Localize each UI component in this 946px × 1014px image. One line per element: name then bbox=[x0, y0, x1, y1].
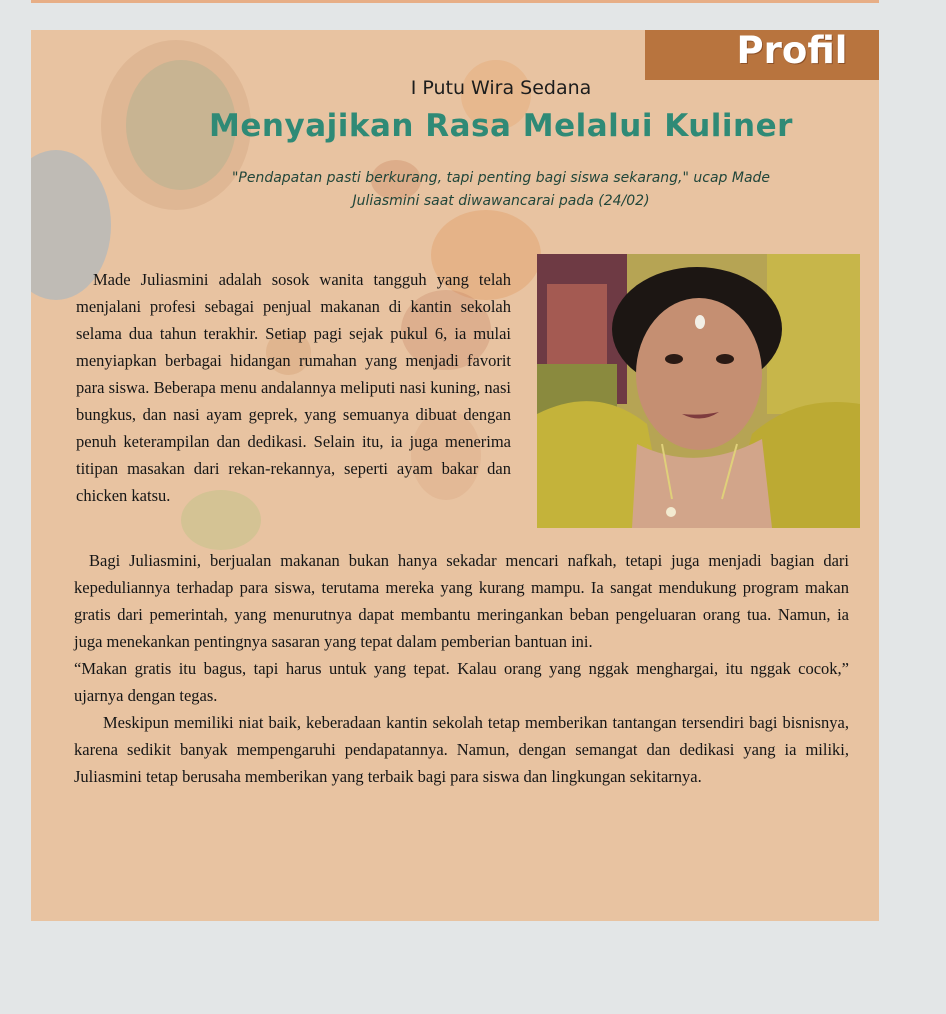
article-paragraph: “Makan gratis itu bagus, tapi harus untuk yang tepat. Kalau orang yang nggak menghargai, itu nggak cocok,” ujarnya dengan tegas. bbox=[74, 659, 849, 705]
article-title: Menyajikan Rasa Melalui Kuliner bbox=[209, 108, 793, 144]
section-label: Profil bbox=[736, 30, 848, 72]
author-name: I Putu Wira Sedana bbox=[410, 77, 592, 99]
portrait-photo bbox=[537, 254, 860, 528]
magazine-page bbox=[31, 30, 879, 921]
section-badge bbox=[645, 30, 879, 80]
article-paragraph: Made Juliasmini adalah sosok wanita tangguh yang telah menjalani profesi sebagai penjual makanan di kantin sekolah selama dua tahun terakhir. Setiap pagi sejak pukul 6, ia mulai menyiapkan berbagai hidangan rumahan yang menjadi favorit para siswa. Beberapa menu andalannya meliputi nasi kuning, nasi bungkus, dan nasi ayam geprek, yang semuanya dibuat dengan penuh keterampilan dan dedikasi. Selain itu, ia juga menerima titipan masakan dari rekan-rekannya, seperti ayam bakar dan chicken katsu. bbox=[76, 270, 511, 505]
top-accent-strip bbox=[31, 0, 879, 3]
pull-quote: "Pendapatan pasti berkurang, tapi penting bagi siswa sekarang," ucap Made Juliasmini saat diwawancarai pada (24/02) bbox=[231, 170, 771, 209]
article-body bbox=[74, 547, 849, 790]
article-paragraph: Bagi Juliasmini, berjualan makanan bukan hanya sekadar mencari nafkah, tetapi juga menjadi bagian dari kepeduliannya terhadap para siswa, terutama mereka yang kurang mampu. Ia sangat mendukung program makan gratis dari pemerintah, yang menurutnya dapat membantu meringankan beban pengeluaran orang tua. Namun, ia juga menekankan pentingnya sasaran yang tepat dalam pemberian bantuan ini. bbox=[74, 551, 849, 651]
article-paragraph: Meskipun memiliki niat baik, keberadaan kantin sekolah tetap memberikan tantangan tersendiri bagi bisnisnya, karena sedikit banyak mempengaruhi pendapatannya. Namun, dengan semangat dan dedikasi yang ia miliki, Juliasmini tetap berusaha memberikan yang terbaik bagi para siswa dan lingkungan sekitarnya. bbox=[74, 713, 849, 786]
article-column bbox=[76, 266, 511, 509]
